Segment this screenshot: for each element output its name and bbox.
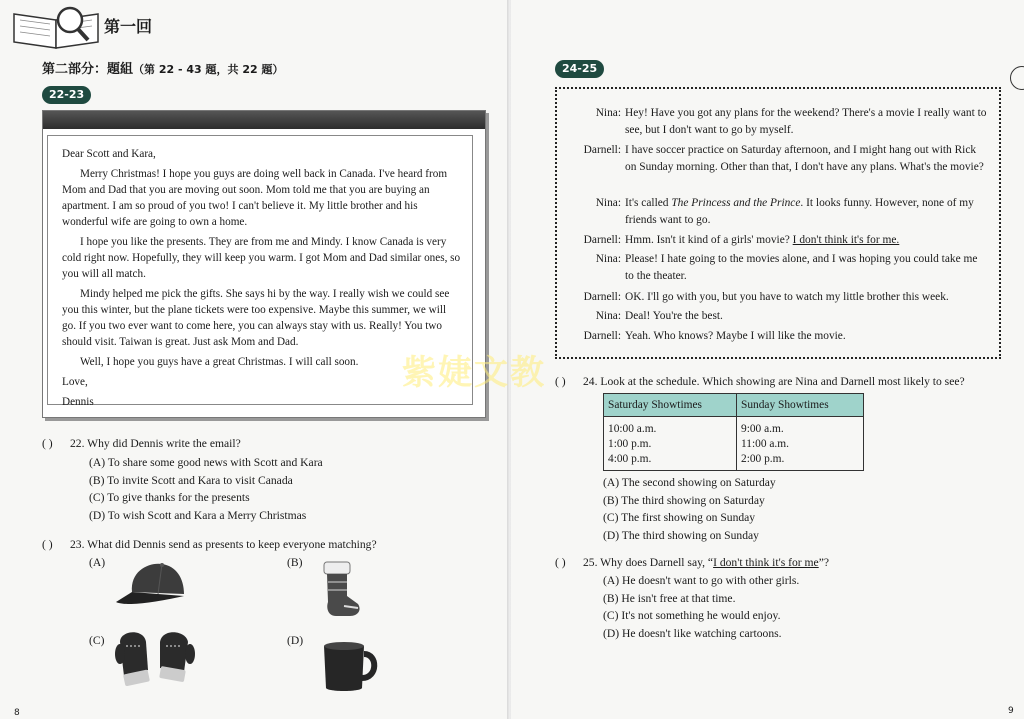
section-heading <box>42 58 283 77</box>
speaker: Nina: <box>595 253 621 265</box>
lesson-title: 第一回 <box>104 17 153 36</box>
dialogue-box <box>555 87 1001 359</box>
showtime: 9:00 a.m. <box>741 423 784 435</box>
text-part: It's called <box>625 197 672 209</box>
showtime: 11:00 a.m. <box>741 438 789 450</box>
question-text: 24. Look at the schedule. Which showing are Nina and Darnell most likely to see? <box>583 375 965 388</box>
speaker: Darnell: <box>583 330 621 342</box>
coffee-mug-icon[interactable] <box>320 640 382 694</box>
question-25 <box>555 554 829 571</box>
table-header: Saturday Showtimes <box>604 394 737 417</box>
group-badge-24-25: 24-25 <box>555 60 604 78</box>
question-25-options <box>603 572 799 642</box>
baseball-cap-icon[interactable] <box>114 558 194 610</box>
email-closing: Love, <box>62 376 88 388</box>
watermark: 紫婕文教 <box>402 353 546 393</box>
question-text: 22. Why did Dennis write the email? <box>70 437 241 450</box>
email-paragraph: Mindy helped me pick the gifts. She says hi by the way. I really wish we could see you this winter, but the plane tickets were too expensive. Maybe this summer, we will go. If you two ever want to come here, you can always stay with us. Really! You two should visit. Taiwan is great. Just ask Mom and Dad. <box>62 288 450 348</box>
speaker: Darnell: <box>583 234 621 246</box>
email-paragraph: Merry Christmas! I hope you guys are doing well back in Canada. I've heard from Mom and Dad that you are moving out soon. Mom told me that you are buying an apartment. I am so proud of you two! I can't believe it. My little brother and his wonderful wife are going to own a home. <box>62 168 448 228</box>
section-heading-main: 第二部分：題組 <box>42 62 134 77</box>
email-paragraph: Well, I hope you guys have a great Christmas. I will call soon. <box>80 356 359 368</box>
question-text: 23. What did Dennis send as presents to keep everyone matching? <box>70 538 377 551</box>
option-a-label[interactable]: (A) <box>89 556 106 569</box>
showtime: 1:00 p.m. <box>608 438 652 450</box>
email-signature: Dennis <box>62 396 94 408</box>
question-24 <box>555 373 1015 390</box>
email-title-bar <box>43 111 485 129</box>
option-c[interactable]: (C) The first showing on Sunday <box>603 511 756 524</box>
speaker: Nina: <box>595 310 621 322</box>
answer-blank[interactable]: ( ) <box>555 375 566 388</box>
line-text: Hey! Have you got any plans for the weekend? There's a movie I really want to see, but I don't want to go by myself. <box>625 107 987 136</box>
showtime: 10:00 a.m. <box>608 423 657 435</box>
line-text <box>625 232 989 249</box>
option-b-label[interactable]: (B) <box>287 556 303 569</box>
question-22 <box>42 435 241 452</box>
speaker: Darnell: <box>583 291 621 303</box>
line-text: Yeah. Who knows? Maybe I will like the movie. <box>625 330 846 342</box>
sunday-times <box>737 417 864 471</box>
option-d[interactable]: (D) He doesn't like watching cartoons. <box>603 626 782 640</box>
line-text: OK. I'll go with you, but you have to watch my little brother this week. <box>625 291 949 303</box>
text-part: Hmm. Isn't it kind of a girls' movie? <box>625 234 793 246</box>
option-b[interactable]: (B) The third showing on Saturday <box>603 493 765 507</box>
option-c[interactable]: (C) To give thanks for the presents <box>89 491 250 504</box>
line-text <box>625 195 989 229</box>
email-greeting: Dear Scott and Kara, <box>62 148 156 160</box>
underlined-quote: I don't think it's for me <box>713 556 819 569</box>
section-heading-sub: （第 22 - 43 題，共 22 題） <box>133 63 284 76</box>
option-d[interactable]: (D) To wish Scott and Kara a Merry Christmas <box>89 508 307 522</box>
option-a[interactable]: (A) To share some good news with Scott and Kara <box>89 456 323 469</box>
speaker: Nina: <box>595 197 621 209</box>
christmas-stocking-icon[interactable] <box>318 556 366 620</box>
option-c[interactable]: (C) It's not something he would enjoy. <box>603 609 781 622</box>
option-b[interactable]: (B) To invite Scott and Kara to visit Canada <box>89 473 293 487</box>
page-number-right: 9 <box>1008 706 1014 716</box>
open-book-icon <box>12 4 106 52</box>
page-number-left: 8 <box>14 708 20 718</box>
question-text: 25. Why does Darnell say, “ <box>583 556 714 569</box>
question-text-end: ”? <box>818 556 829 569</box>
showtime: 4:00 p.m. <box>608 453 652 465</box>
question-22-options <box>89 454 323 524</box>
line-text: Please! I hate going to the movies alone, and I was hoping you could take me to the theater. <box>625 253 978 282</box>
option-d[interactable]: (D) The third showing on Sunday <box>603 528 759 542</box>
text-part: . It looks funny. However, none of my friends want to go. <box>625 197 974 226</box>
question-24-options <box>603 474 776 544</box>
question-23 <box>42 536 377 553</box>
group-badge-22-23: 22-23 <box>42 86 91 104</box>
option-d-label[interactable]: (D) <box>287 634 304 647</box>
showtimes-table <box>603 393 864 471</box>
line-text: I have soccer practice on Saturday afternoon, and I might hang out with Rick on Sunday morning. Other than that, I don't have any plans. What's the movie? <box>625 144 984 173</box>
answer-blank[interactable]: ( ) <box>42 538 53 551</box>
table-header: Sunday Showtimes <box>737 394 864 417</box>
underlined-quote: I don't think it's for me. <box>792 234 900 246</box>
answer-blank[interactable]: ( ) <box>555 556 566 569</box>
option-c-label[interactable]: (C) <box>89 634 105 647</box>
movie-title: The Princess and the Prince <box>671 197 801 209</box>
speaker: Darnell: <box>583 144 621 156</box>
mittens-icon[interactable] <box>114 626 196 688</box>
showtime: 2:00 p.m. <box>741 453 785 465</box>
line-text: Deal! You're the best. <box>625 310 723 322</box>
option-a[interactable]: (A) He doesn't want to go with other girls. <box>603 574 800 587</box>
saturday-times <box>604 417 737 471</box>
email-paragraph: I hope you like the presents. They are from me and Mindy. I know Canada is very cold right now. Hopefully, they will keep you warm. I got Mom and Dad similar ones, so you will all match. <box>62 236 461 280</box>
speaker: Nina: <box>595 107 621 119</box>
option-a[interactable]: (A) The second showing on Saturday <box>603 476 776 489</box>
answer-blank[interactable]: ( ) <box>42 437 53 450</box>
option-b[interactable]: (B) He isn't free at that time. <box>603 591 736 605</box>
